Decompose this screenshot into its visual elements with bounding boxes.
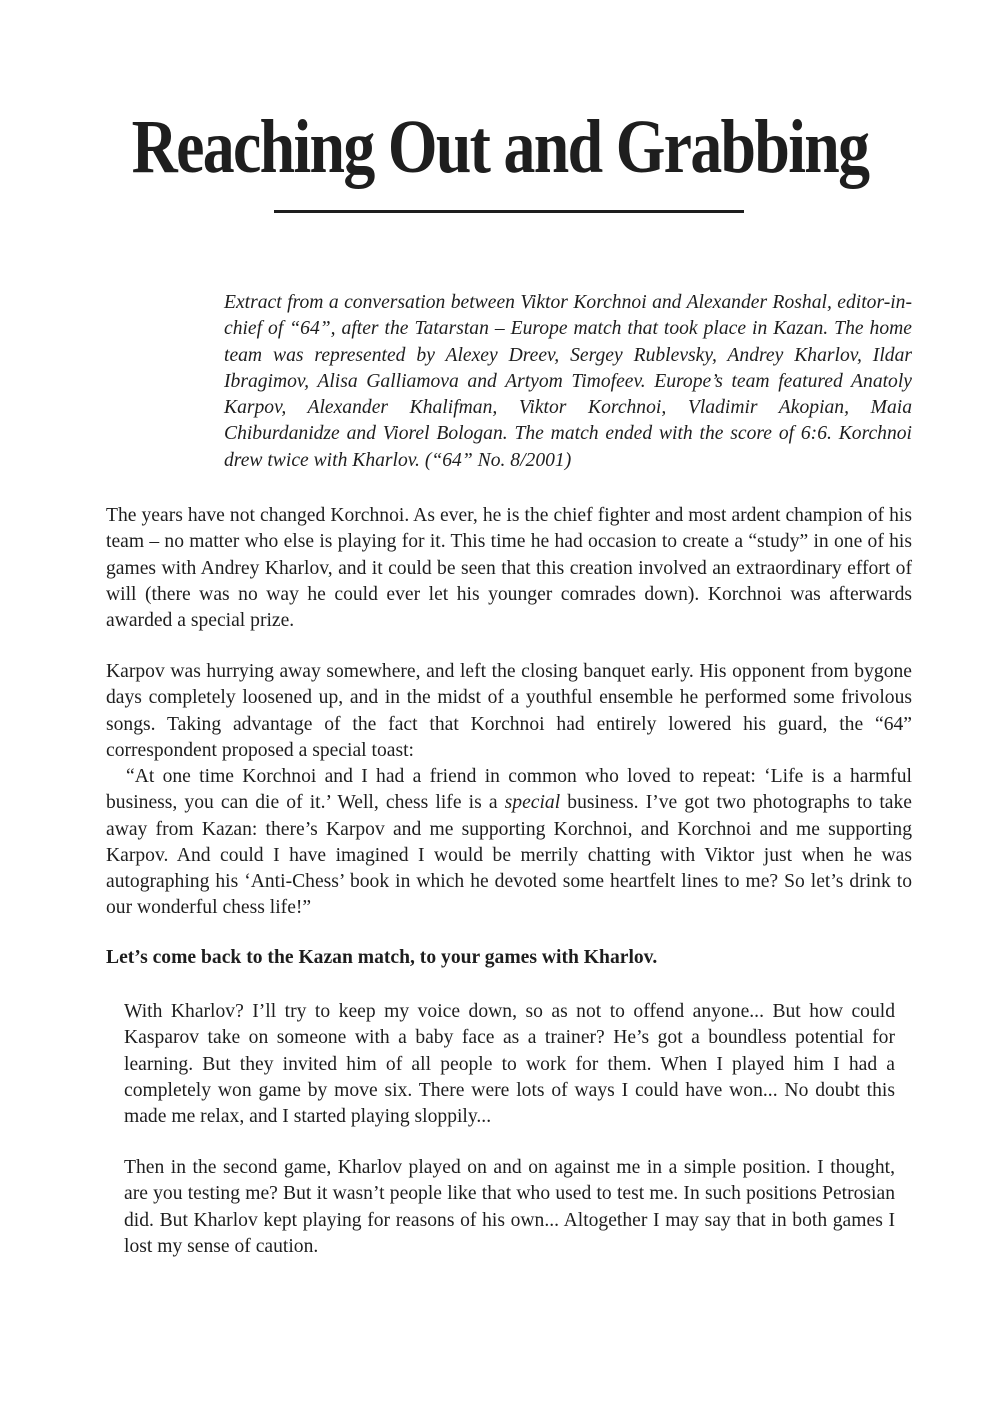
toast-emphasis: special bbox=[504, 792, 561, 814]
chapter-title: Reaching Out and Grabbing bbox=[131, 105, 869, 189]
title-underline bbox=[274, 210, 744, 213]
paragraph-3-toast bbox=[106, 764, 912, 922]
answer-paragraph-2: Then in the second game, Kharlov played on and on against me in a simple position. I thought, are you testing me? But it wasn’t people like that who used to test me. In such positions Petrosian did. But Kharlov kept playing for reasons of his own... Altogether I may say that in both games I lost my sense of caution. bbox=[124, 1157, 895, 1257]
toast-text-end: business. I’ve got two photographs to take away from Kazan: there’s Karpov and me supporting Korchnoi, and Korchnoi and me supporting Karpov. And could I have imagined I would be merrily chatting with Viktor just when he was autographing his ‘Anti-Chess’ book in which he devoted some heartfelt lines to me? So let’s drink to our wonderful chess life!” bbox=[106, 792, 912, 919]
answer-paragraph-1: With Kharlov? I’ll try to keep my voice down, so as not to offend anyone... But how could Kasparov take on someone with a baby face as a trainer? He’s got a boundless potential for learning. But they invited him of all people to work for them. When I played him I had a completely won game by move six. There were lots of ways I could have won... No doubt this made me relax, and I started playing sloppily... bbox=[124, 1001, 895, 1128]
paragraph-2: Karpov was hurrying away somewhere, and left the closing banquet early. His opponent from bygone days completely loosened up, and in the midst of a youthful ensemble he performed some frivolous songs. Taking advantage of the fact that Korchnoi had entirely lowered his guard, the “64” correspondent proposed a special toast: bbox=[106, 661, 912, 761]
toast-text-start: “At one time Korchnoi and I had a friend in common who loved to repeat: ‘Life is a harmful business, you can die of it.’ Well, chess life is a bbox=[106, 766, 912, 814]
interview-question: Let’s come back to the Kazan match, to your games with Kharlov. bbox=[106, 947, 658, 968]
paragraph-1: The years have not changed Korchnoi. As ever, he is the chief fighter and most ardent champion of his team – no matter who else is playing for it. This time he had occasion to create a “study” in one of his games with Andrey Kharlov, and it could be seen that this creation involved an extraordinary effort of will (there was no way he could ever let his younger comrades down). Korchnoi was afterwards awarded a special prize. bbox=[106, 505, 912, 632]
intro-extract: Extract from a conversation between Viktor Korchnoi and Alexander Roshal, editor-in-chief of “64”, after the Tatarstan – Europe match that took place in Kazan. The home team was represented by Alexey Dreev, Sergey Rublevsky, Andrey Kharlov, Ildar Ibragimov, Alisa Galliamova and Artyom Timofeev. Europe’s team featured Anatoly Karpov, Alexander Khalifman, Viktor Korchnoi, Vladimir Akopian, Maia Chiburdanidze and Viorel Bologan. The match ended with the score of 6:6. Korchnoi drew twice with Kharlov. (“64” No. 8/2001) bbox=[224, 292, 912, 471]
